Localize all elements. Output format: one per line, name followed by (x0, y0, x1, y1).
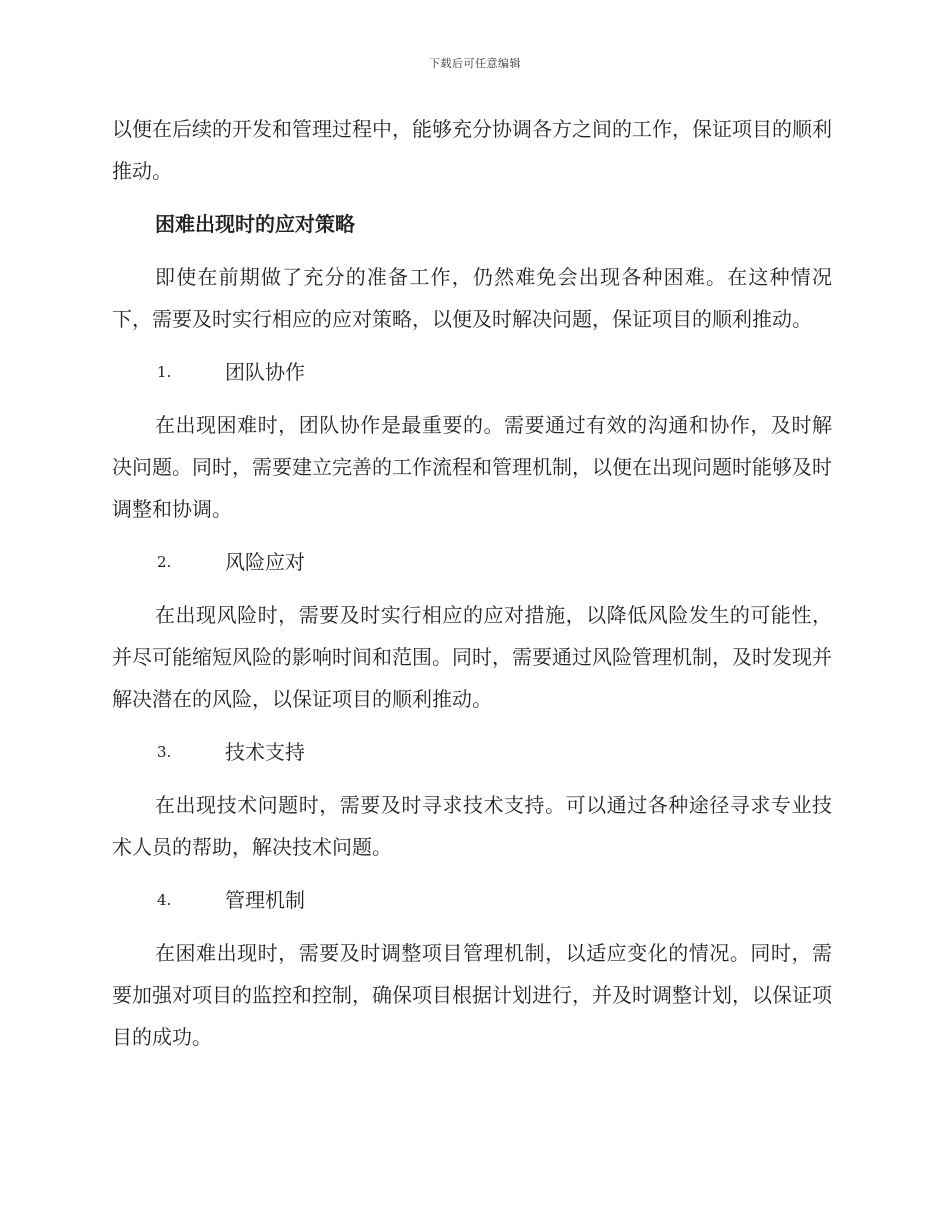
list-item-number: 3. (157, 743, 172, 761)
list-item-title: 风险应对 (225, 550, 305, 574)
list-item-2-paragraph: 在出现风险时，需要及时实行相应的应对措施，以降低风险发生的可能性，并尽可能缩短风险的影响时间和范围。同时，需要通过风险管理机制，及时发现并解决潜在的风险，以保证项目的顺利推动。 (112, 603, 832, 711)
list-item-1-paragraph: 在出现困难时，团队协作是最重要的。需要通过有效的沟通和协作，及时解决问题。同时，需要建立完善的工作流程和管理机制，以便在出现问题时能够及时调整和协调。 (112, 413, 832, 521)
section-intro-paragraph: 即使在前期做了充分的准备工作，仍然难免会出现各种困难。在这种情况下，需要及时实行相应的应对策略，以便及时解决问题，保证项目的顺利推动。 (112, 265, 832, 331)
list-item-3-heading (112, 731, 832, 773)
list-item-number: 2. (157, 553, 172, 571)
list-item-3-paragraph: 在出现技术问题时，需要及时寻求技术支持。可以通过各种途径寻求专业技术人员的帮助，解决技术问题。 (112, 793, 832, 859)
list-item-title: 技术支持 (225, 740, 305, 764)
list-item-2-heading (112, 541, 832, 583)
list-item-4-paragraph: 在困难出现时，需要及时调整项目管理机制，以适应变化的情况。同时，需要加强对项目的监控和控制，确保项目根据计划进行，并及时调整计划，以保证项目的成功。 (112, 941, 832, 1049)
page-header: 下载后可任意编辑 (429, 57, 521, 70)
section-heading: 困难出现时的应对策略 (155, 212, 355, 236)
intro-paragraph: 以便在后续的开发和管理过程中，能够充分协调各方之间的工作，保证项目的顺利推动。 (112, 117, 832, 183)
list-item-number: 4. (157, 891, 172, 909)
list-item-1-heading (112, 351, 832, 393)
list-item-4-heading (112, 879, 832, 921)
list-item-title: 管理机制 (225, 888, 305, 912)
list-item-number: 1. (157, 363, 172, 381)
list-item-title: 团队协作 (225, 360, 305, 384)
document-body (112, 108, 832, 1058)
